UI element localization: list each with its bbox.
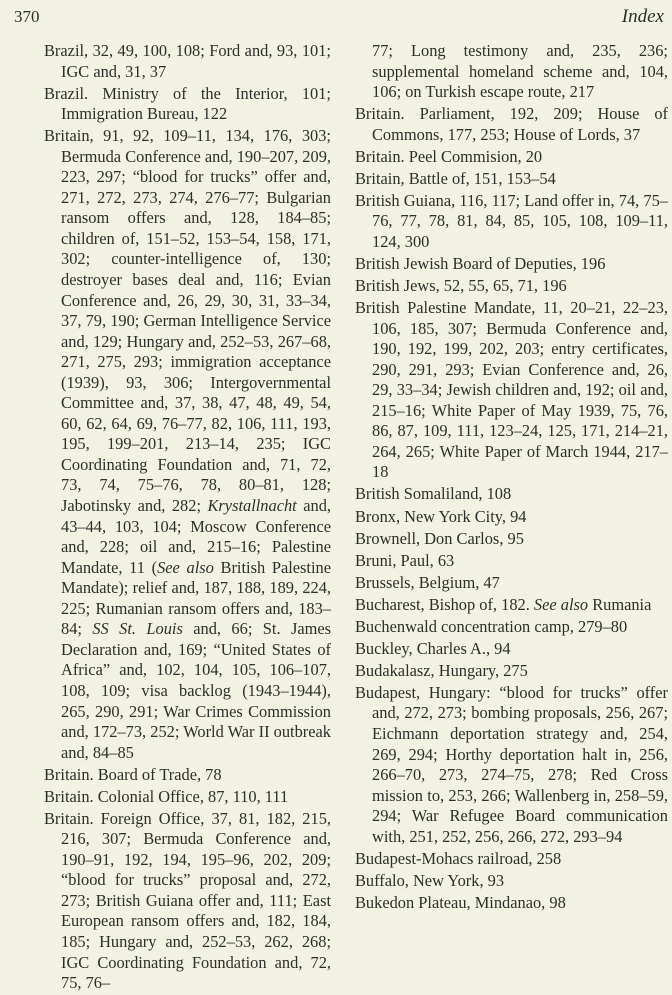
italic-text: See also bbox=[157, 557, 214, 577]
entry-text: Britain. Board of Trade, 78 bbox=[44, 764, 222, 784]
entry-text: Bucharest, Bishop of, 182. bbox=[355, 594, 534, 614]
index-entry bbox=[355, 683, 668, 847]
index-entry bbox=[355, 661, 668, 682]
index-entry bbox=[355, 617, 668, 638]
index-entry bbox=[44, 84, 331, 125]
index-entry bbox=[355, 507, 668, 528]
entry-text: Brussels, Belgium, 47 bbox=[355, 572, 500, 592]
entry-text: Budakalasz, Hungary, 275 bbox=[355, 660, 528, 680]
entry-text: Britain. Foreign Office, 37, 81, 182, 215, 216, 307; Bermuda Conference and, 190–91, 192, 194, 195–96, 202, 209; “blood for trucks” proposal and, 272, 273; British Guiana offer and, 111; East European ransom offers and, 182, 184, 185; Hungary and, 252–53, 262, 268; IGC Coordinating Foundation and, 72, 75, 76– bbox=[44, 808, 331, 993]
index-entry-continued bbox=[355, 41, 668, 103]
index-entry bbox=[44, 126, 331, 763]
index-entry bbox=[355, 147, 668, 168]
entry-text: Brownell, Don Carlos, 95 bbox=[355, 528, 524, 548]
entry-text: British Guiana, 116, 117; Land offer in, 74, 75–76, 77, 78, 81, 84, 85, 105, 108, 109–11, 124, 300 bbox=[355, 190, 668, 251]
entry-text: Budapest-Mohacs railroad, 258 bbox=[355, 848, 562, 868]
entry-text: British Somaliland, 108 bbox=[355, 484, 512, 504]
entry-text: Britain. Colonial Office, 87, 110, 111 bbox=[44, 786, 289, 806]
italic-text: SS St. Louis bbox=[92, 619, 183, 639]
entry-text: British Jewish Board of Deputies, 196 bbox=[355, 253, 606, 273]
entry-text: Budapest, Hungary: “blood for trucks” offer and, 272, 273; bombing proposals, 256, 267; Eichmann deportation strategy and, 254, 269, 294; Horthy deportation halt in, 256, 266–70, 273, 274–75, 278; Red Cross mission to, 253, 266; Wallenberg in, 258–59, 294; War Refugee Board communication with, 251, 252, 256, 266, 272, 293–94 bbox=[355, 682, 668, 846]
index-column-right bbox=[355, 41, 668, 915]
page-number: 370 bbox=[14, 7, 40, 26]
index-entry bbox=[355, 104, 668, 145]
index-column-left bbox=[44, 41, 331, 995]
entry-text: Brazil, 32, 49, 100, 108; Ford and, 93, 101; IGC and, 31, 37 bbox=[44, 41, 331, 81]
index-entry bbox=[355, 191, 668, 253]
italic-text: Krystallnacht bbox=[207, 496, 297, 516]
entry-text: Bukedon Plateau, Mindanao, 98 bbox=[355, 892, 566, 912]
index-entry bbox=[355, 849, 668, 870]
entry-text: Bronx, New York City, 94 bbox=[355, 506, 527, 526]
entry-text: British Palestine Mandate, 11, 20–21, 22–23, 106, 185, 307; Bermuda Conference and, 190, 192, 199, 202, 203; entry certificates, 290, 291, 293; Evian Conference and, 26, 29, 33–34; Jewish children and, 192; oil and, 215–16; White Paper of May 1939, 75, 76, 86, 87, 109, 111, 123–24, 125, 171, 214–21, 264, 265; White Paper of March 1944, 217–18 bbox=[355, 298, 668, 482]
section-title: Index bbox=[621, 6, 664, 27]
entry-text: British Palestine Mandate); relief and, 187, 188, 189, 224, 225; Rumanian ransom offers and, 183–84; bbox=[61, 557, 332, 639]
index-entry bbox=[355, 893, 668, 914]
index-entry bbox=[355, 573, 668, 594]
index-entry bbox=[355, 639, 668, 660]
entry-text: Britain. Peel Commision, 20 bbox=[355, 146, 543, 166]
index-entry bbox=[355, 871, 668, 892]
entry-text: 77; Long testimony and, 235, 236; supplemental homeland scheme and, 104, 106; on Turkish escape route, 217 bbox=[372, 41, 668, 102]
entry-text: Buckley, Charles A., 94 bbox=[355, 638, 511, 658]
entry-text: British Jews, 52, 55, 65, 71, 196 bbox=[355, 276, 567, 296]
entry-text: Buffalo, New York, 93 bbox=[355, 870, 505, 890]
entry-text: Rumania bbox=[588, 594, 652, 614]
entry-text: Bruni, Paul, 63 bbox=[355, 550, 455, 570]
entry-text: Britain, 91, 92, 109–11, 134, 176, 303; Bermuda Conference and, 190–207, 209, 223, 297; “blood for trucks” offer and, 271, 272, 273, 274, 276–77; Bulgarian ransom offers and, 128, 184–85; children of, 151–52, 153–54, 158, 171, 302; counter-intelligence of, 130; destroyer bases deal and, 116; Evian Conference and, 26, 29, 30, 31, 33–34, 37, 79, 190; German Intelligence Service and, 129; Hungary and, 252–53, 267–68, 271, 275, 293; immigration acceptance (1939), 93, 306; Intergovernmental Committee and, 37, 38, 47, 48, 49, 54, 60, 62, 64, 69, 76–77, 82, 106, 111, 193, 195, 199–201, 213–14, 235; IGC Coordinating Foundation and, 71, 72, 73, 74, 75–76, 78, 80–81, 128; Jabotinsky and, 282; bbox=[44, 126, 331, 516]
entry-text: Britain. Parliament, 192, 209; House of Commons, 177, 253; House of Lords, 37 bbox=[355, 104, 668, 144]
index-entry bbox=[44, 765, 331, 786]
index-entry bbox=[355, 551, 668, 572]
entry-text: and, 66; St. James Declaration and, 169; “United States of Africa” and, 102, 104, 105, 106–107, 108, 109; visa backlog (1943–1944), 265, 290, 291; War Crimes Commission and, 172–73, 252; World War II outbreak and, 84–85 bbox=[61, 619, 332, 762]
index-entry bbox=[355, 529, 668, 550]
entry-text: Britain, Battle of, 151, 153–54 bbox=[355, 168, 556, 188]
index-entry bbox=[44, 41, 331, 82]
index-entry bbox=[355, 595, 668, 616]
index-entry bbox=[355, 169, 668, 190]
entry-text: Buchenwald concentration camp, 279–80 bbox=[355, 616, 628, 636]
entry-text: Brazil. Ministry of the Interior, 101; Immigration Bureau, 122 bbox=[44, 83, 331, 124]
index-entry bbox=[355, 298, 668, 483]
index-entry bbox=[44, 787, 331, 808]
italic-text: See also bbox=[533, 594, 589, 614]
index-entry bbox=[44, 809, 331, 994]
index-entry bbox=[355, 484, 668, 505]
index-entry bbox=[355, 276, 668, 297]
index-entry bbox=[355, 254, 668, 275]
entry-text: and, 43–44, 103, 104; Moscow Conference and, 228; oil and, 215–16; Palestine Mandate, 11 ( bbox=[61, 496, 331, 577]
